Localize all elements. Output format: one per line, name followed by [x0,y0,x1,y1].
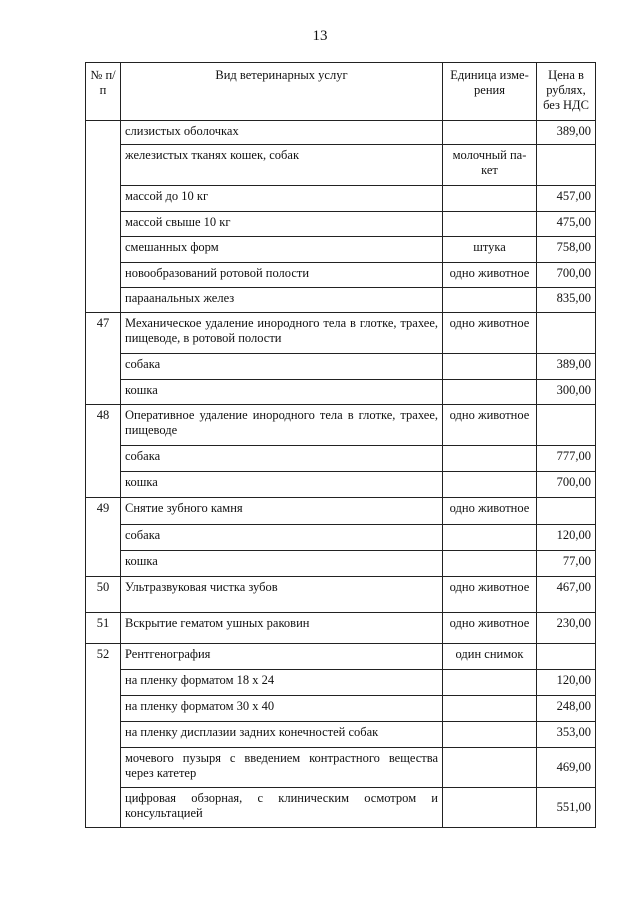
row-unit [443,472,537,498]
row-service: слизистых оболочках [121,121,443,145]
row-price: 120,00 [537,670,596,696]
row-price: 77,00 [537,551,596,577]
row-unit [443,380,537,405]
header-service: Вид ветеринарных услуг [121,63,443,121]
row-price: 457,00 [537,186,596,212]
row-price [537,405,596,446]
row-service: параанальных желез [121,288,443,313]
table-row [86,644,596,670]
row-price: 120,00 [537,525,596,551]
table-row [86,577,596,613]
row-service: на пленку форматом 18 х 24 [121,670,443,696]
row-price: 467,00 [537,577,596,613]
table-row [86,380,596,405]
row-price [537,313,596,354]
table-row [86,237,596,263]
table-header-row [86,63,596,121]
row-service: железистых тканях кошек, собак [121,145,443,186]
row-unit [443,696,537,722]
row-unit: один снимок [443,644,537,670]
row-service: новообразований ротовой полости [121,263,443,288]
row-price: 700,00 [537,472,596,498]
row-num: 52 [86,644,121,828]
row-service: массой до 10 кг [121,186,443,212]
row-price: 353,00 [537,722,596,748]
row-num: 49 [86,498,121,577]
row-unit: одно животное [443,613,537,644]
row-price: 230,00 [537,613,596,644]
table-row [86,263,596,288]
table-row [86,446,596,472]
row-price: 777,00 [537,446,596,472]
row-unit: одно животное [443,263,537,288]
row-unit [443,186,537,212]
price-table [85,62,596,828]
row-price [537,145,596,186]
row-service: смешанных форм [121,237,443,263]
row-unit: одно животное [443,577,537,613]
row-service: кошка [121,380,443,405]
table-row [86,696,596,722]
row-price: 551,00 [537,788,596,828]
header-unit: Единица изме-рения [443,63,537,121]
table-row [86,551,596,577]
header-price: Цена в рублях, без НДС [537,63,596,121]
table-row [86,748,596,788]
row-unit [443,212,537,237]
row-unit [443,121,537,145]
row-unit: штука [443,237,537,263]
row-unit: одно животное [443,498,537,525]
table-row [86,354,596,380]
row-service: Механическое удаление инородного тела в глотке, трахее, пищеводе, в ротовой полости [121,313,443,354]
row-unit: молочный па-кет [443,145,537,186]
row-unit [443,551,537,577]
row-service: Снятие зубного камня [121,498,443,525]
row-service: Оперативное удаление инородного тела в глотке, трахее, пищеводе [121,405,443,446]
row-price: 389,00 [537,121,596,145]
table-row [86,121,596,145]
header-num: № п/п [86,63,121,121]
row-price: 835,00 [537,288,596,313]
row-service: цифровая обзорная, с клиническим осмотром и консультацией [121,788,443,828]
row-num [86,121,121,313]
page-number: 13 [312,28,328,44]
row-num: 50 [86,577,121,613]
row-price: 389,00 [537,354,596,380]
row-service: Рентгенография [121,644,443,670]
row-price [537,644,596,670]
table-row [86,313,596,354]
table-row [86,498,596,525]
row-service: на пленку форматом 30 х 40 [121,696,443,722]
table-row [86,212,596,237]
table-row [86,145,596,186]
table-row [86,405,596,446]
table-row [86,788,596,828]
table-row [86,525,596,551]
row-price [537,498,596,525]
row-unit: одно животное [443,313,537,354]
row-unit [443,525,537,551]
row-service: кошка [121,551,443,577]
row-service: собака [121,525,443,551]
row-service: мочевого пузыря с введением контрастного вещества через катетер [121,748,443,788]
row-service: Ультразвуковая чистка зубов [121,577,443,613]
row-num: 47 [86,313,121,405]
row-price: 475,00 [537,212,596,237]
row-service: собака [121,446,443,472]
row-unit [443,288,537,313]
row-service: Вскрытие гематом ушных раковин [121,613,443,644]
table-row [86,288,596,313]
row-price: 700,00 [537,263,596,288]
row-price: 758,00 [537,237,596,263]
row-unit [443,748,537,788]
row-unit: одно животное [443,405,537,446]
row-unit [443,446,537,472]
table-row [86,670,596,696]
row-unit [443,788,537,828]
table-row [86,186,596,212]
row-service: массой свыше 10 кг [121,212,443,237]
row-service: собака [121,354,443,380]
row-unit [443,722,537,748]
table-row [86,472,596,498]
row-num: 51 [86,613,121,644]
row-price: 469,00 [537,748,596,788]
table-row [86,722,596,748]
row-price: 300,00 [537,380,596,405]
row-num: 48 [86,405,121,498]
row-unit [443,354,537,380]
table-row [86,613,596,644]
row-price: 248,00 [537,696,596,722]
row-service: кошка [121,472,443,498]
row-unit [443,670,537,696]
row-service: на пленку дисплазии задних конечностей собак [121,722,443,748]
